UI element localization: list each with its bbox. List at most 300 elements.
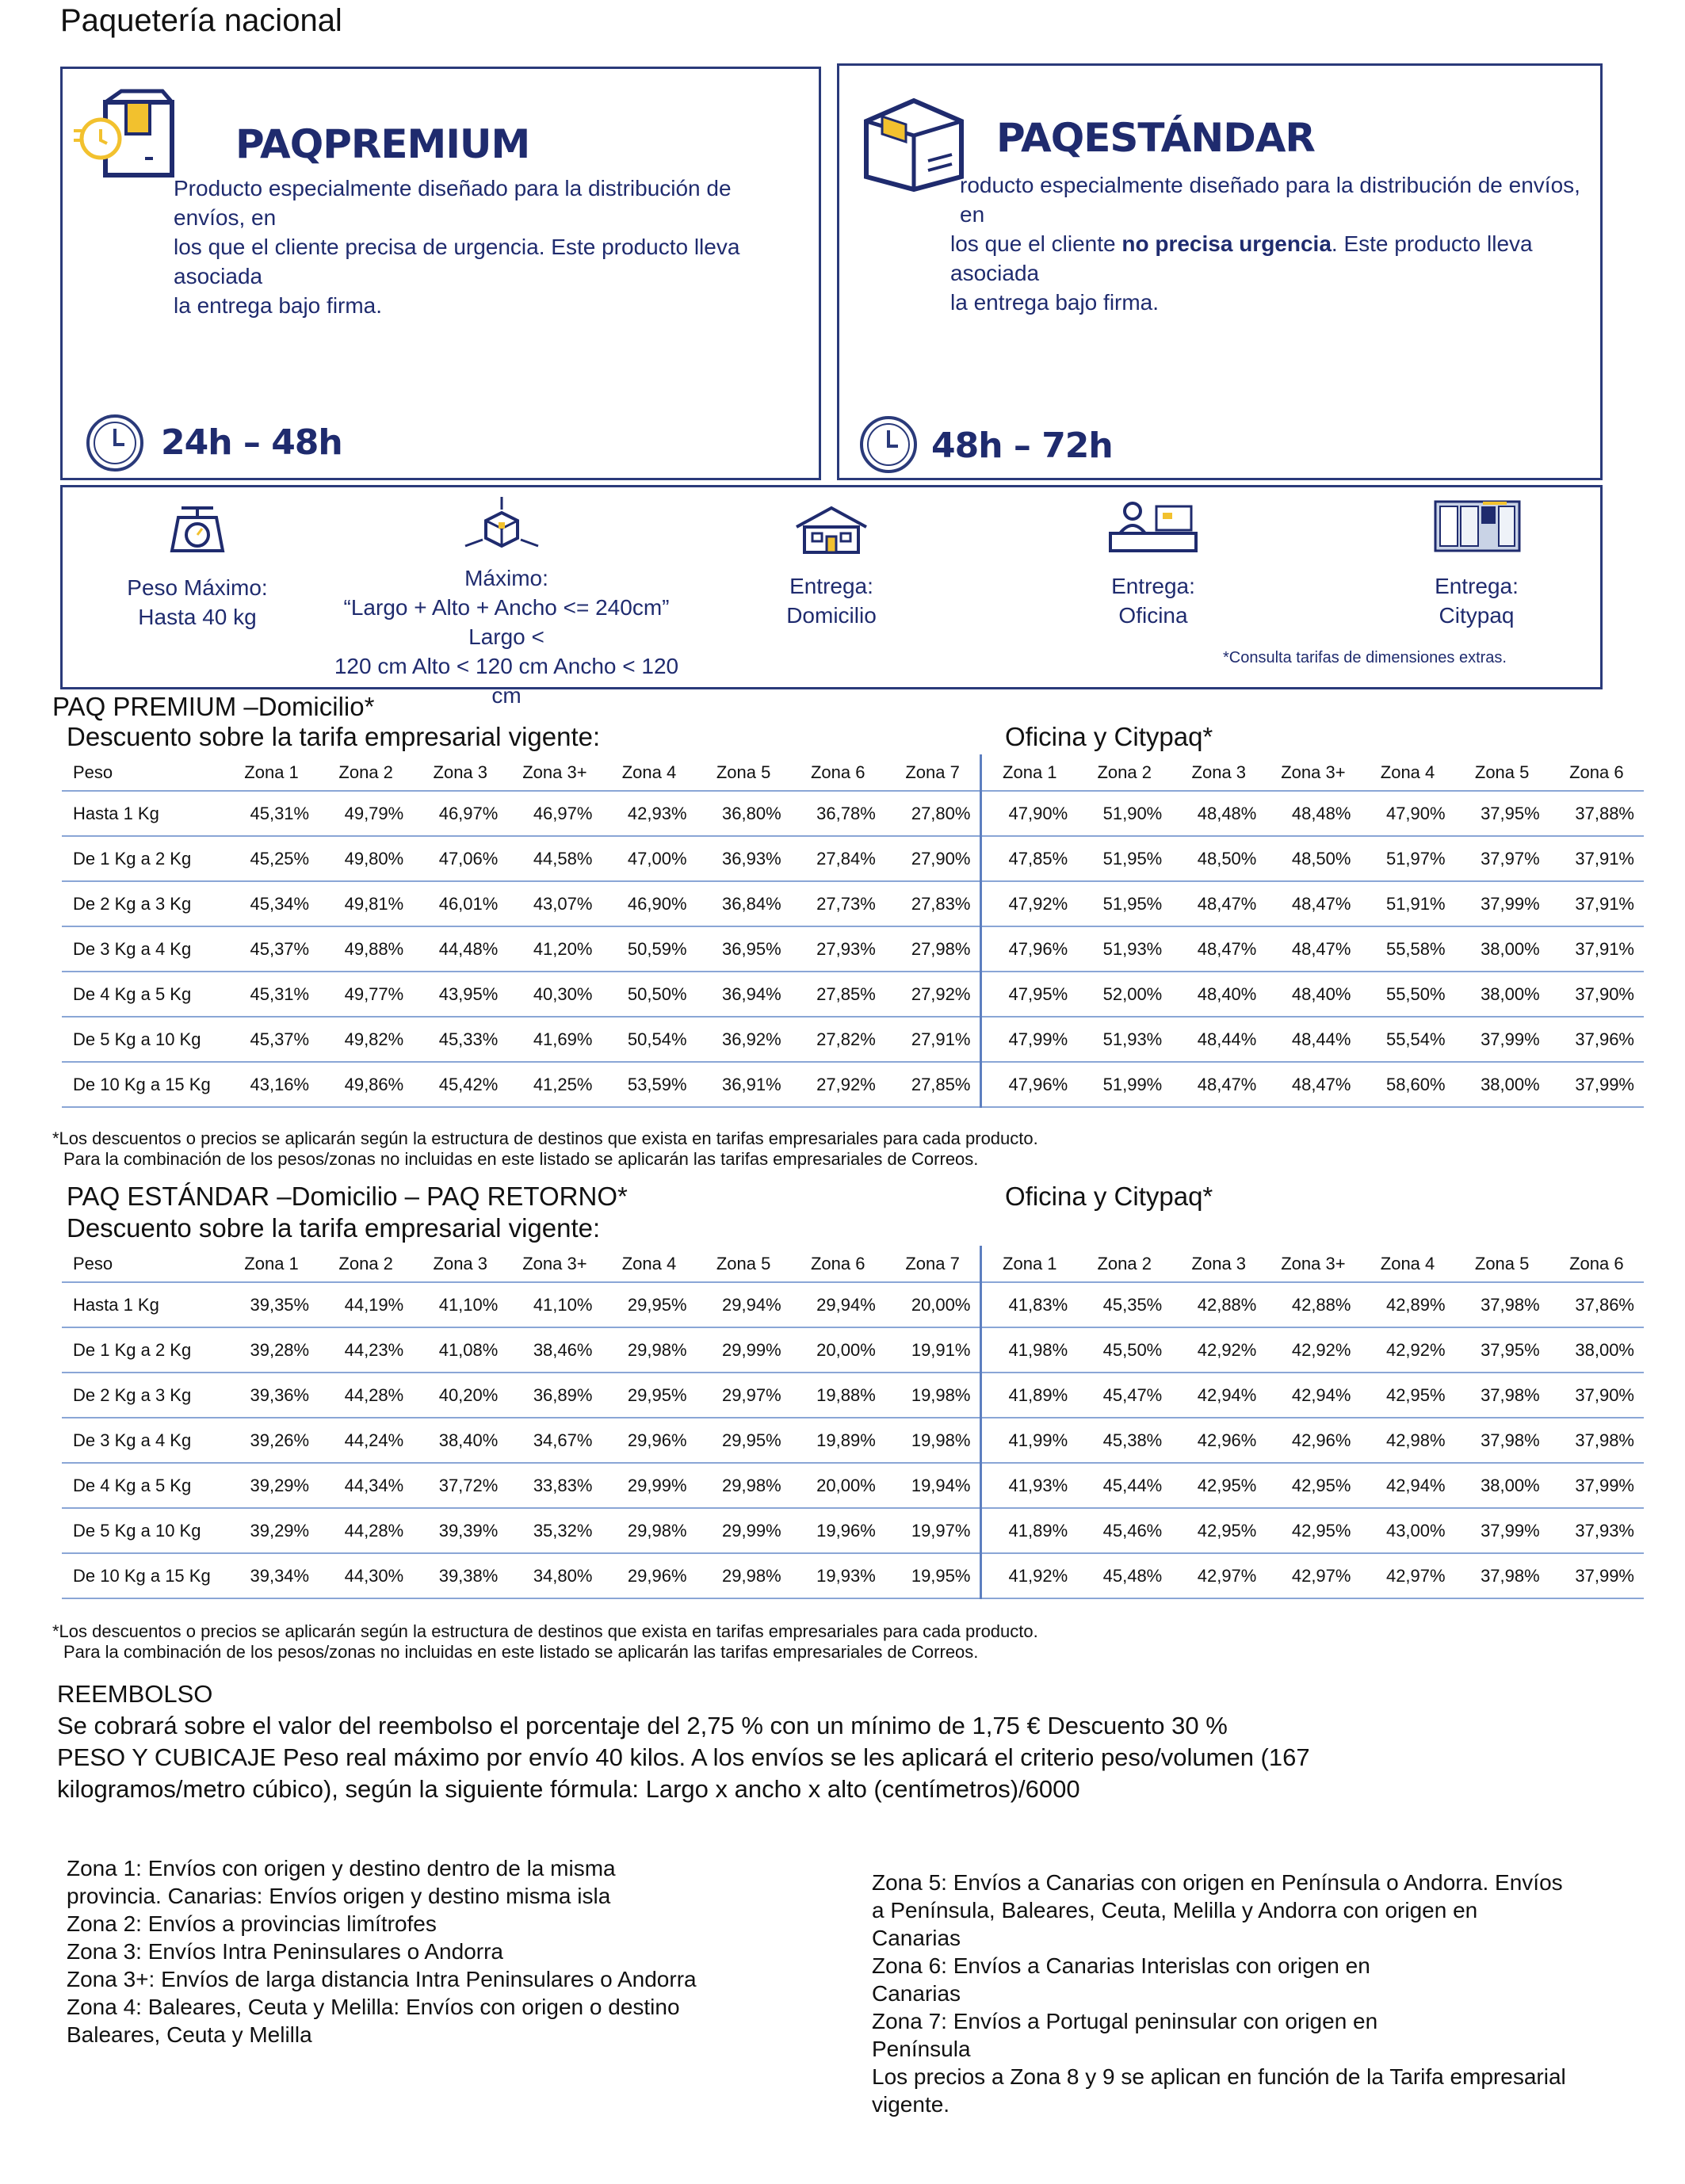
row-label-peso: De 5 Kg a 10 Kg (62, 1508, 224, 1553)
clock-icon (858, 414, 919, 475)
discount-cell: 38,00% (1455, 1463, 1549, 1508)
discount-cell: 19,97% (885, 1508, 981, 1553)
page-title: Paquetería nacional (60, 3, 342, 38)
discount-cell: 37,72% (413, 1463, 507, 1508)
table-row (62, 791, 1644, 836)
discount-cell: 36,94% (697, 972, 791, 1017)
discount-cell: 51,93% (1077, 1017, 1171, 1062)
discount-cell: 47,00% (602, 836, 696, 881)
discount-cell: 29,99% (602, 1463, 696, 1508)
discount-cell: 19,88% (791, 1373, 885, 1418)
discount-cell: 51,90% (1077, 791, 1171, 836)
discount-cell: 42,88% (1171, 1282, 1266, 1327)
discount-cell: 44,48% (413, 926, 507, 972)
discount-cell: 48,44% (1171, 1017, 1266, 1062)
zone-description-line: Canarias (872, 1926, 961, 1950)
table2-right-title: Oficina y Citypaq* (1005, 1182, 1213, 1211)
discount-cell: 42,95% (1360, 1373, 1454, 1418)
discount-cell: 46,01% (413, 881, 507, 926)
discount-cell: 42,88% (1266, 1282, 1360, 1327)
discount-cell: 37,96% (1549, 1017, 1644, 1062)
discount-cell: 43,00% (1360, 1508, 1454, 1553)
discount-cell: 27,85% (791, 972, 885, 1017)
discount-cell: 38,46% (507, 1327, 602, 1373)
discount-cell: 45,35% (1077, 1282, 1171, 1327)
zone-description-line: a Península, Baleares, Ceuta, Melilla y Andorra con origen en (872, 1898, 1478, 1922)
discount-cell: 37,98% (1455, 1553, 1549, 1598)
discount-cell: 48,47% (1171, 1062, 1266, 1107)
zone-description-line: Zona 1: Envíos con origen y destino dentro de la misma (67, 1856, 616, 1880)
discount-cell: 45,42% (413, 1062, 507, 1107)
discount-cell: 41,20% (507, 926, 602, 972)
zones-right-list (872, 1869, 1633, 2118)
discount-cell: 29,98% (697, 1553, 791, 1598)
discount-cell: 55,54% (1360, 1017, 1454, 1062)
table-row (62, 881, 1644, 926)
discount-cell: 43,07% (507, 881, 602, 926)
column-header-zona: Zona 3 (1171, 1246, 1266, 1282)
table-row (62, 1017, 1644, 1062)
zone-description-line: Zona 2: Envíos a provincias limítrofes (67, 1911, 437, 1936)
zones-left-list (67, 1854, 859, 2048)
discount-cell: 45,37% (224, 1017, 319, 1062)
table1-right-title: Oficina y Citypaq* (1005, 722, 1213, 751)
discount-cell: 49,82% (319, 1017, 413, 1062)
discount-cell: 48,40% (1266, 972, 1360, 1017)
discount-cell: 38,00% (1549, 1327, 1644, 1373)
row-label-peso: De 4 Kg a 5 Kg (62, 1463, 224, 1508)
discount-cell: 35,32% (507, 1508, 602, 1553)
zone-description-line: Baleares, Ceuta y Melilla (67, 2022, 312, 2047)
row-label-peso: De 1 Kg a 2 Kg (62, 836, 224, 881)
discount-cell: 42,93% (602, 791, 696, 836)
row-label-peso: De 5 Kg a 10 Kg (62, 1017, 224, 1062)
table-row (62, 1282, 1644, 1327)
column-header-zona: Zona 7 (885, 754, 981, 791)
discount-cell: 51,99% (1077, 1062, 1171, 1107)
discount-cell: 42,95% (1171, 1463, 1266, 1508)
column-header-zona: Zona 6 (791, 1246, 885, 1282)
column-header-zona: Zona 6 (1549, 1246, 1644, 1282)
paqpremium-title: PAQPREMIUM (235, 121, 530, 167)
paqpremium-rates-table (62, 754, 1644, 1108)
column-header-zona: Zona 6 (1549, 754, 1644, 791)
column-header-zona: Zona 5 (697, 754, 791, 791)
discount-cell: 42,96% (1171, 1418, 1266, 1463)
discount-cell: 50,54% (602, 1017, 696, 1062)
discount-cell: 37,99% (1549, 1553, 1644, 1598)
discount-cell: 39,34% (224, 1553, 319, 1598)
discount-cell: 43,95% (413, 972, 507, 1017)
table-row (62, 1418, 1644, 1463)
discount-cell: 39,29% (224, 1463, 319, 1508)
discount-cell: 37,91% (1549, 881, 1644, 926)
column-header-zona: Zona 2 (1077, 754, 1171, 791)
discount-cell: 29,95% (602, 1282, 696, 1327)
discount-cell: 48,48% (1266, 791, 1360, 836)
discount-cell: 45,33% (413, 1017, 507, 1062)
discount-cell: 45,38% (1077, 1418, 1171, 1463)
table-row (62, 836, 1644, 881)
discount-cell: 47,99% (981, 1017, 1077, 1062)
discount-cell: 42,97% (1266, 1553, 1360, 1598)
discount-cell: 41,99% (981, 1418, 1077, 1463)
paqpremium-card (60, 67, 821, 480)
discount-cell: 27,73% (791, 881, 885, 926)
zone-description-line: Canarias (872, 1981, 961, 2006)
paqpremium-description: Producto especialmente diseñado para la distribución de envíos, en los que el cliente precisa de urgencia. Este producto lleva asociada la entrega bajo firma. (174, 176, 740, 318)
discount-cell: 47,85% (981, 836, 1077, 881)
row-label-peso: De 10 Kg a 15 Kg (62, 1062, 224, 1107)
discount-cell: 44,28% (319, 1508, 413, 1553)
row-label-peso: Hasta 1 Kg (62, 1282, 224, 1327)
discount-cell: 37,88% (1549, 791, 1644, 836)
discount-cell: 29,98% (602, 1327, 696, 1373)
table1-title: PAQ PREMIUM –Domicilio* (52, 692, 375, 721)
discount-cell: 27,90% (885, 836, 981, 881)
discount-cell: 29,94% (791, 1282, 885, 1327)
discount-cell: 44,30% (319, 1553, 413, 1598)
discount-cell: 20,00% (885, 1282, 981, 1327)
paqestandar-card (837, 63, 1603, 480)
zone-description-line: Península (872, 2037, 971, 2061)
discount-cell: 41,93% (981, 1463, 1077, 1508)
table2-title: PAQ ESTÁNDAR –Domicilio – PAQ RETORNO* (67, 1182, 628, 1211)
zone-description-line: Los precios a Zona 8 y 9 se aplican en función de la Tarifa empresarial (872, 2064, 1566, 2089)
discount-cell: 27,98% (885, 926, 981, 972)
discount-cell: 38,00% (1455, 926, 1549, 972)
column-header-zona: Zona 1 (981, 1246, 1077, 1282)
discount-cell: 20,00% (791, 1327, 885, 1373)
dimensions-cube-icon (462, 497, 541, 557)
discount-cell: 48,48% (1171, 791, 1266, 836)
discount-cell: 42,89% (1360, 1282, 1454, 1327)
column-header-zona: Zona 2 (319, 1246, 413, 1282)
citypaq-locker-icon (1434, 498, 1521, 554)
discount-cell: 51,95% (1077, 836, 1171, 881)
discount-cell: 48,47% (1171, 926, 1266, 972)
discount-cell: 41,25% (507, 1062, 602, 1107)
discount-cell: 37,99% (1455, 881, 1549, 926)
discount-cell: 42,95% (1266, 1508, 1360, 1553)
paqestandar-description: roducto especialmente diseñado para la distribución de envíos, en los que el cliente no precisa urgencia. Este producto lleva asociada la entrega bajo firma. (950, 173, 1580, 315)
column-header-zona: Zona 5 (697, 1246, 791, 1282)
discount-cell: 20,00% (791, 1463, 885, 1508)
column-header-zona: Zona 3 (413, 1246, 507, 1282)
discount-cell: 27,84% (791, 836, 885, 881)
discount-cell: 37,91% (1549, 836, 1644, 881)
discount-cell: 29,94% (697, 1282, 791, 1327)
discount-cell: 41,83% (981, 1282, 1077, 1327)
table-row (62, 1062, 1644, 1107)
row-label-peso: De 3 Kg a 4 Kg (62, 926, 224, 972)
reembolso-title: REEMBOLSO (57, 1680, 213, 1708)
discount-cell: 42,97% (1360, 1553, 1454, 1598)
spec-peso-maximo: Peso Máximo: Hasta 40 kg (127, 575, 268, 629)
discount-cell: 29,99% (697, 1508, 791, 1553)
discount-cell: 42,98% (1360, 1418, 1454, 1463)
column-header-zona: Zona 2 (1077, 1246, 1171, 1282)
discount-cell: 53,59% (602, 1062, 696, 1107)
discount-cell: 45,48% (1077, 1553, 1171, 1598)
reembolso-section: REEMBOLSO Se cobrará sobre el valor del reembolso el porcentaje del 2,75 % con un mínimo de 1,75 € Descuento 30 % PESO Y CUBICAJE Peso real máximo por envío 40 kilos. A los envíos se les aplicará el criterio peso/volumen (167 kilogramos/metro cúbico), según la siguiente fórmula: Largo x ancho x alto (centímetros)/6000 (57, 1678, 1642, 1805)
discount-cell: 19,96% (791, 1508, 885, 1553)
discount-cell: 27,93% (791, 926, 885, 972)
discount-cell: 47,92% (981, 881, 1077, 926)
discount-cell: 27,83% (885, 881, 981, 926)
table-header-row (62, 754, 1644, 791)
discount-cell: 37,99% (1455, 1017, 1549, 1062)
discount-cell: 37,95% (1455, 1327, 1549, 1373)
zone-description-line: Zona 6: Envíos a Canarias Interislas con origen en (872, 1953, 1370, 1978)
discount-cell: 42,96% (1266, 1418, 1360, 1463)
discount-cell: 37,98% (1455, 1282, 1549, 1327)
discount-cell: 58,60% (1360, 1062, 1454, 1107)
row-label-peso: Hasta 1 Kg (62, 791, 224, 836)
column-header-peso: Peso (62, 754, 224, 791)
discount-cell: 41,10% (507, 1282, 602, 1327)
row-label-peso: De 4 Kg a 5 Kg (62, 972, 224, 1017)
discount-cell: 45,37% (224, 926, 319, 972)
discount-cell: 39,35% (224, 1282, 319, 1327)
discount-cell: 44,23% (319, 1327, 413, 1373)
column-header-zona: Zona 3 (1171, 754, 1266, 791)
discount-cell: 43,16% (224, 1062, 319, 1107)
column-header-zona: Zona 5 (1455, 754, 1549, 791)
discount-cell: 51,91% (1360, 881, 1454, 926)
paqestandar-delivery-time: 48h – 72h (931, 426, 1113, 466)
discount-cell: 37,90% (1549, 1373, 1644, 1418)
column-header-zona: Zona 3+ (507, 1246, 602, 1282)
discount-cell: 49,88% (319, 926, 413, 972)
discount-cell: 27,80% (885, 791, 981, 836)
discount-cell: 45,31% (224, 972, 319, 1017)
table-row (62, 972, 1644, 1017)
zone-description-line: Zona 7: Envíos a Portugal peninsular con origen en (872, 2009, 1378, 2033)
discount-cell: 42,92% (1360, 1327, 1454, 1373)
table-header-row (62, 1246, 1644, 1282)
discount-cell: 19,98% (885, 1418, 981, 1463)
discount-cell: 37,98% (1455, 1418, 1549, 1463)
discount-cell: 27,92% (885, 972, 981, 1017)
discount-cell: 44,58% (507, 836, 602, 881)
discount-cell: 37,99% (1549, 1463, 1644, 1508)
discount-cell: 47,96% (981, 1062, 1077, 1107)
discount-cell: 47,90% (1360, 791, 1454, 836)
discount-cell: 42,95% (1171, 1508, 1266, 1553)
discount-cell: 29,96% (602, 1418, 696, 1463)
row-label-peso: De 1 Kg a 2 Kg (62, 1327, 224, 1373)
discount-cell: 19,95% (885, 1553, 981, 1598)
discount-cell: 39,29% (224, 1508, 319, 1553)
discount-cell: 27,92% (791, 1062, 885, 1107)
discount-cell: 42,95% (1266, 1463, 1360, 1508)
discount-cell: 36,78% (791, 791, 885, 836)
discount-cell: 42,94% (1171, 1373, 1266, 1418)
discount-cell: 55,58% (1360, 926, 1454, 972)
discount-cell: 49,79% (319, 791, 413, 836)
discount-cell: 42,94% (1266, 1373, 1360, 1418)
table-row (62, 1373, 1644, 1418)
discount-cell: 37,91% (1549, 926, 1644, 972)
discount-cell: 41,69% (507, 1017, 602, 1062)
discount-cell: 46,90% (602, 881, 696, 926)
discount-cell: 36,95% (697, 926, 791, 972)
discount-cell: 44,34% (319, 1463, 413, 1508)
discount-cell: 45,34% (224, 881, 319, 926)
spec-dimensiones-maximas: Máximo: “Largo + Alto + Ancho <= 240cm” Largo < 120 cm Alto < 120 cm Ancho < 120 cm (334, 566, 679, 708)
discount-cell: 39,28% (224, 1327, 319, 1373)
discount-cell: 44,24% (319, 1418, 413, 1463)
discount-cell: 29,97% (697, 1373, 791, 1418)
table-row (62, 1327, 1644, 1373)
row-label-peso: De 2 Kg a 3 Kg (62, 881, 224, 926)
discount-cell: 42,92% (1171, 1327, 1266, 1373)
discount-cell: 49,80% (319, 836, 413, 881)
discount-cell: 36,80% (697, 791, 791, 836)
clock-icon (85, 413, 145, 473)
discount-cell: 47,95% (981, 972, 1077, 1017)
discount-cell: 45,25% (224, 836, 319, 881)
discount-cell: 48,47% (1266, 1062, 1360, 1107)
discount-cell: 34,80% (507, 1553, 602, 1598)
discount-cell: 41,89% (981, 1373, 1077, 1418)
discount-cell: 44,28% (319, 1373, 413, 1418)
discount-cell: 48,50% (1266, 836, 1360, 881)
discount-cell: 50,59% (602, 926, 696, 972)
discount-cell: 38,00% (1455, 1062, 1549, 1107)
zone-description-line: provincia. Canarias: Envíos origen y destino misma isla (67, 1884, 611, 1908)
spec-entrega-oficina: Entrega: Oficina (1111, 574, 1195, 628)
table-row (62, 1463, 1644, 1508)
discount-cell: 37,97% (1455, 836, 1549, 881)
discount-cell: 47,90% (981, 791, 1077, 836)
zone-description-line: Zona 5: Envíos a Canarias con origen en Península o Andorra. Envíos (872, 1870, 1563, 1895)
discount-cell: 19,91% (885, 1327, 981, 1373)
spec-entrega-citypaq: Entrega: Citypaq (1435, 574, 1519, 628)
discount-cell: 47,06% (413, 836, 507, 881)
column-header-zona: Zona 3+ (1266, 754, 1360, 791)
discount-cell: 41,92% (981, 1553, 1077, 1598)
discount-cell: 37,98% (1549, 1418, 1644, 1463)
discount-cell: 49,86% (319, 1062, 413, 1107)
column-header-zona: Zona 4 (602, 754, 696, 791)
paqestandar-rates-table (62, 1246, 1644, 1599)
discount-cell: 37,98% (1455, 1373, 1549, 1418)
discount-cell: 37,86% (1549, 1282, 1644, 1327)
row-label-peso: De 2 Kg a 3 Kg (62, 1373, 224, 1418)
zone-description-line: vigente. (872, 2092, 950, 2117)
discount-cell: 51,97% (1360, 836, 1454, 881)
discount-cell: 49,81% (319, 881, 413, 926)
discount-cell: 38,40% (413, 1418, 507, 1463)
discount-cell: 39,36% (224, 1373, 319, 1418)
discount-cell: 41,10% (413, 1282, 507, 1327)
post-office-counter-icon (1107, 498, 1199, 554)
column-header-zona: Zona 6 (791, 754, 885, 791)
discount-cell: 46,97% (507, 791, 602, 836)
discount-cell: 36,89% (507, 1373, 602, 1418)
table1-subtitle: Descuento sobre la tarifa empresarial vigente: (67, 722, 601, 751)
discount-cell: 38,00% (1455, 972, 1549, 1017)
column-header-peso: Peso (62, 1246, 224, 1282)
discount-cell: 49,77% (319, 972, 413, 1017)
row-label-peso: De 3 Kg a 4 Kg (62, 1418, 224, 1463)
discount-cell: 19,93% (791, 1553, 885, 1598)
discount-cell: 37,95% (1455, 791, 1549, 836)
zone-description-line: Zona 4: Baleares, Ceuta y Melilla: Envíos con origen o destino (67, 1995, 680, 2019)
discount-cell: 27,82% (791, 1017, 885, 1062)
discount-cell: 27,91% (885, 1017, 981, 1062)
paqestandar-title: PAQESTÁNDAR (996, 115, 1315, 161)
table1-note: *Los descuentos o precios se aplicarán según la estructura de destinos que exista en tarifas empresariales para cada producto. Para la combinación de los pesos/zonas no incluidas en este listado se aplicarán las tarifas empresariales de Correos. (52, 1128, 1038, 1169)
discount-cell: 36,93% (697, 836, 791, 881)
discount-cell: 40,20% (413, 1373, 507, 1418)
discount-cell: 48,40% (1171, 972, 1266, 1017)
spec-entrega-domicilio: Entrega: Domicilio (786, 574, 877, 628)
table-row (62, 926, 1644, 972)
discount-cell: 42,92% (1266, 1327, 1360, 1373)
discount-cell: 29,99% (697, 1327, 791, 1373)
discount-cell: 41,98% (981, 1327, 1077, 1373)
discount-cell: 29,98% (602, 1508, 696, 1553)
discount-cell: 37,99% (1549, 1062, 1644, 1107)
column-header-zona: Zona 4 (602, 1246, 696, 1282)
discount-cell: 19,98% (885, 1373, 981, 1418)
discount-cell: 50,50% (602, 972, 696, 1017)
discount-cell: 46,97% (413, 791, 507, 836)
discount-cell: 45,44% (1077, 1463, 1171, 1508)
discount-cell: 48,50% (1171, 836, 1266, 881)
stopwatch-box-icon (74, 91, 177, 186)
discount-cell: 40,30% (507, 972, 602, 1017)
discount-cell: 55,50% (1360, 972, 1454, 1017)
column-header-zona: Zona 4 (1360, 754, 1454, 791)
discount-cell: 34,67% (507, 1418, 602, 1463)
discount-cell: 39,39% (413, 1508, 507, 1553)
discount-cell: 36,84% (697, 881, 791, 926)
column-header-zona: Zona 1 (981, 754, 1077, 791)
zone-description-line: Zona 3: Envíos Intra Peninsulares o Andorra (67, 1939, 503, 1964)
zone-description-line: Zona 3+: Envíos de larga distancia Intra Peninsulares o Andorra (67, 1967, 697, 1991)
discount-cell: 42,97% (1171, 1553, 1266, 1598)
discount-cell: 27,85% (885, 1062, 981, 1107)
discount-cell: 42,94% (1360, 1463, 1454, 1508)
house-icon (793, 506, 869, 556)
discount-cell: 41,89% (981, 1508, 1077, 1553)
discount-cell: 29,95% (697, 1418, 791, 1463)
table-row (62, 1508, 1644, 1553)
discount-cell: 45,46% (1077, 1508, 1171, 1553)
discount-cell: 39,26% (224, 1418, 319, 1463)
row-label-peso: De 10 Kg a 15 Kg (62, 1553, 224, 1598)
discount-cell: 29,98% (697, 1463, 791, 1508)
dimensions-note: *Consulta tarifas de dimensiones extras. (1223, 649, 1507, 666)
discount-cell: 39,38% (413, 1553, 507, 1598)
discount-cell: 36,92% (697, 1017, 791, 1062)
column-header-zona: Zona 5 (1455, 1246, 1549, 1282)
discount-cell: 37,99% (1455, 1508, 1549, 1553)
discount-cell: 19,94% (885, 1463, 981, 1508)
column-header-zona: Zona 3+ (1266, 1246, 1360, 1282)
discount-cell: 44,19% (319, 1282, 413, 1327)
column-header-zona: Zona 1 (224, 754, 319, 791)
discount-cell: 48,47% (1171, 881, 1266, 926)
table-row (62, 1553, 1644, 1598)
discount-cell: 47,96% (981, 926, 1077, 972)
discount-cell: 29,95% (602, 1373, 696, 1418)
discount-cell: 51,93% (1077, 926, 1171, 972)
